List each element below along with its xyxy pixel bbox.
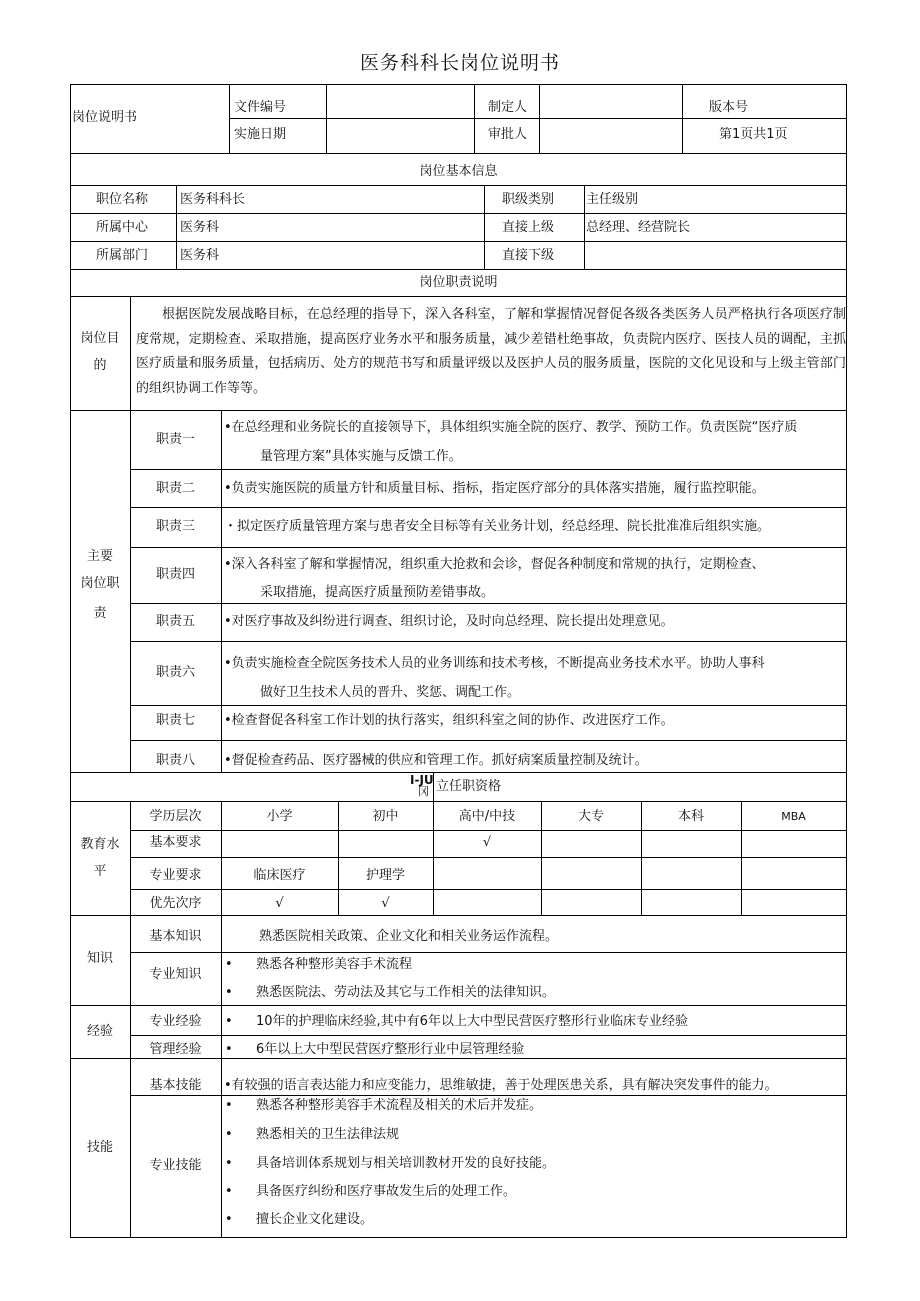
basic-req-label: 基本要求 — [149, 835, 202, 850]
duty-name: 职责二 — [155, 481, 195, 496]
major-label: 专业要求 — [149, 868, 202, 883]
edu-label-2: 平 — [93, 864, 107, 879]
priority-label: 优先次序 — [149, 896, 202, 911]
bullet: • — [225, 1212, 233, 1227]
level-label: 学历层次 — [149, 809, 202, 824]
pro-skill-item: 具备医疗纠纷和医疗事故发生后的处理工作。 — [256, 1184, 517, 1199]
basic-skill-label: 基本技能 — [149, 1078, 202, 1093]
qual-title-a: I-JU — [410, 773, 434, 787]
doc-label: 岗位说明书 — [72, 110, 138, 125]
skill-label: 技能 — [86, 1140, 113, 1155]
author-label: 制定人 — [488, 100, 528, 115]
duty-name: 职责一 — [155, 432, 195, 447]
bullet: • — [225, 1184, 233, 1199]
level-cell: 初中 — [372, 809, 399, 824]
page-title: 医务科科长岗位说明书 — [359, 52, 560, 74]
duty-line1: •深入各科室了解和掌握情况，组织重大抢救和会诊，督促各种制度和常规的执行，定期检查、 — [224, 557, 765, 572]
duty-line2: 做好卫生技术人员的晋升、奖惩、调配工作。 — [260, 685, 521, 700]
duty-line1: •检查督促各科室工作计划的执行落实，组织科室之间的协作、改进医疗工作。 — [224, 713, 674, 728]
duty-name: 职责八 — [155, 753, 195, 768]
major-cell: 临床医疗 — [253, 868, 306, 883]
approver-label: 审批人 — [488, 127, 528, 142]
basic-label: 所属部门 — [96, 248, 149, 263]
bullet: • — [225, 985, 233, 1000]
pro-knowledge-item: 熟悉各种整形美容手术流程 — [256, 957, 413, 972]
purpose-label-1: 岗位目 — [80, 331, 120, 346]
main-duty-label-1: 主要 — [86, 549, 113, 564]
priority-cell: √ — [381, 896, 390, 911]
bullet: • — [225, 1156, 233, 1171]
duty-name: 职责六 — [155, 665, 195, 680]
duty-line2: 采取措施，提高医疗质量预防差错事故。 — [260, 585, 495, 600]
edu-label-1: 教育水 — [80, 837, 120, 852]
priority-cell: √ — [275, 896, 284, 911]
qual-title-b: 冈 — [418, 785, 429, 798]
basic-value: 医务科 — [180, 220, 220, 235]
level-cell: 小学 — [266, 809, 293, 824]
duty-line1: ・拟定医疗质量管理方案与患者安全目标等有关业务计划，经总经理、院长批准准后组织实施。 — [224, 519, 771, 534]
pro-skill-item: 熟悉相关的卫生法律法规 — [256, 1127, 400, 1142]
duty-line1: •对医疗事故及纠纷进行调查、组织讨论，及时向总经理、院长提出处理意见。 — [224, 614, 674, 629]
duty-name: 职责五 — [155, 614, 195, 629]
level-cell: MBA — [781, 810, 806, 823]
bullet: • — [225, 1014, 233, 1029]
pro-knowledge-label: 专业知识 — [149, 967, 202, 982]
level-cell: 大专 — [577, 809, 604, 824]
knowledge-label: 知识 — [86, 951, 113, 966]
duty-name: 职责七 — [155, 713, 195, 728]
qual-title-c: 立任职资格 — [436, 779, 502, 794]
date-label: 实施日期 — [234, 127, 287, 142]
main-duty-label-2: 岗位职 — [80, 576, 120, 591]
bullet: • — [225, 1098, 233, 1113]
duty-line1: •督促检查药品、医疗器械的供应和管理工作。抓好病案质量控制及统计。 — [224, 753, 648, 768]
pro-exp-label: 专业经验 — [149, 1014, 202, 1029]
bullet: • — [225, 1042, 233, 1057]
duty-name: 职责三 — [155, 519, 195, 534]
pro-knowledge-item: 熟悉医院法、劳动法及其它与工作相关的法律知识。 — [256, 985, 556, 1000]
major-cell: 护理学 — [365, 868, 405, 883]
basic-knowledge-label: 基本知识 — [149, 929, 202, 944]
pro-skill-label: 专业技能 — [149, 1158, 202, 1173]
basic-value2: 总经理、经营院长 — [586, 220, 691, 235]
basic-label2: 职级类别 — [502, 192, 555, 207]
mgmt-exp-text: 6年以上大中型民营医疗整形行业中层管理经验 — [256, 1042, 525, 1057]
page-info: 第1页共1页 — [719, 127, 788, 142]
main-duty-label-3: 责 — [93, 606, 107, 621]
purpose-label-2: 的 — [93, 358, 107, 373]
basic-label2: 直接上级 — [502, 220, 555, 235]
basic-value: 医务科 — [180, 248, 220, 263]
exp-label: 经验 — [86, 1024, 113, 1039]
pro-skill-item: 具备培训体系规划与相关培训教材开发的良好技能。 — [256, 1156, 556, 1171]
duty-line1: •负责实施医院的质量方针和质量目标、指标，指定医疗部分的具体落实措施，履行监控职能。 — [224, 481, 765, 496]
level-cell: 本科 — [677, 809, 704, 824]
duty-line1: •负责实施检查全院医务技术人员的业务训练和技术考核，不断提高业务技术水平。协助人事科 — [224, 656, 765, 671]
pro-skill-item: 擅长企业文化建设。 — [256, 1212, 374, 1227]
file-no-label: 文件编号 — [234, 100, 287, 115]
pro-skill-item: 熟悉各种整形美容手术流程及相关的术后并发症。 — [256, 1098, 543, 1113]
duty-section-title: 岗位职责说明 — [419, 275, 498, 290]
basic-req-cell: √ — [482, 835, 492, 850]
duty-line1: •在总经理和业务院长的直接领导下，具体组织实施全院的医疗、教学、预防工作。负责医院“医疗质 — [224, 420, 798, 435]
basic-knowledge-text: 熟悉医院相关政策、企业文化和相关业务运作流程。 — [259, 929, 559, 944]
basic-label2: 直接下级 — [502, 248, 555, 263]
basic-section-title: 岗位基本信息 — [419, 164, 498, 179]
basic-label: 所属中心 — [96, 220, 149, 235]
purpose-text: 根据医院发展战略目标，在总经理的指导下，深入各科室，了解和掌握情况督促各级各类医务人员严格执行各项医疗制度常规，定期检查、采取措施，提高医疗业务水平和服务质量，减少差错杜绝事故，负责院内医疗、医技人员的调配，主抓医疗质量和服务质量，包括病历、处方的规范书写和质量评级以及医护人员的服务质量，医院的文化见设和与上级主管部门的组织协调工作等等。 — [136, 307, 846, 396]
basic-label: 职位名称 — [96, 192, 149, 207]
mgmt-exp-label: 管理经验 — [149, 1042, 202, 1057]
bullet: • — [225, 1127, 233, 1142]
duty-line2: 量管理方案”具体实施与反馈工作。 — [260, 449, 462, 464]
bullet: • — [225, 957, 233, 972]
basic-skill-text: •有较强的语言表达能力和应变能力，思维敏捷，善于处理医患关系，具有解决突发事件的能力。 — [224, 1078, 778, 1093]
version-label: 版本号 — [709, 100, 749, 115]
duty-name: 职责四 — [155, 567, 195, 582]
pro-exp-text: 10年的护理临床经验,其中有6年以上大中型民营医疗整形行业临床专业经验 — [256, 1014, 688, 1029]
level-cell: 高中/中技 — [458, 809, 516, 824]
basic-value: 医务科科长 — [180, 192, 246, 207]
basic-value2: 主任级别 — [586, 192, 639, 207]
